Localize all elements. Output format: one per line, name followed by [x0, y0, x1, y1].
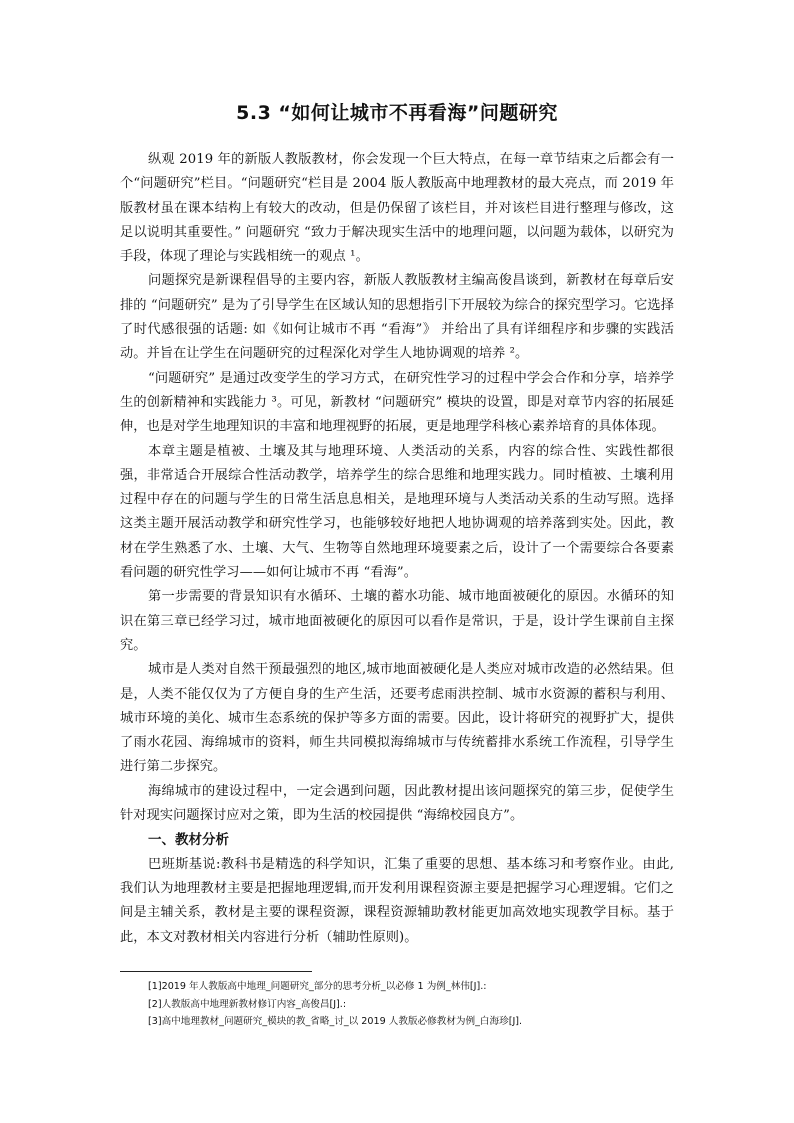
- paragraph-3: “问题研究” 是通过改变学生的学习方式，在研究性学习的过程中学会合作和分享，培养学生的创新精神和实践能力 ³。可见，新教材 “问题研究” 模块的设置，即是对章节内容的拓展延伸，也是对学生地理知识的丰富和地理视野的拓展，更是地理学科核心素养培育的具体体现。: [120, 370, 674, 435]
- footnote-1: [1]2019 年人教版高中地理_问题研究_部分的思考分析_以必修 1 为例_林伟[J].:: [148, 981, 487, 992]
- paragraph-7: 海绵城市的建设过程中，一定会遇到问题，因此教材提出该问题探究的第三步，促使学生针对现实问题探讨应对之策，即为生活的校园提供 “海绵校园良方”。: [120, 783, 674, 824]
- section-heading: 一、教材分析: [148, 832, 229, 849]
- footnotes: [148, 978, 688, 1031]
- footnote-3: [3]高中地理教材_问题研究_模块的教_省略_讨_以 2019 人教版必修教材为例_白海珍[J].: [148, 1016, 523, 1027]
- paragraph-2: 问题探究是新课程倡导的主要内容，新版人教版教材主编高俊昌谈到，新教材在每章后安排的 “问题研究” 是为了引导学生在区域认知的思想指引下开展较为综合的探究型学习。它选择了时代感很强的话题: 如《如何让城市不再 “看海”》 并给出了具有详细程序和步骤的实践活动。并旨在让学生在问题研究的过程深化对学生人地协调观的培养 ²。: [120, 273, 674, 362]
- footnote-divider: [120, 971, 312, 972]
- document-title: 5.3 “如何让城市不再看海”问题研究: [236, 102, 558, 124]
- paragraph-1: 纵观 2019 年的新版人教版教材，你会发现一个巨大特点，在每一章节结束之后都会有一个“问题研究”栏目。“问题研究“栏目是 2004 版人教版高中地理教材的最大亮点，而 2019 年版教材虽在课本结构上有较大的改动，但是仍保留了该栏目，并对该栏目进行整理与修改，这足以说明其重要性。” 问题研究 “致力于解决现实生活中的地理问题，以问题为载体，以研究为手段，体现了理论与实践相统一的观点 ¹。: [120, 152, 674, 265]
- paragraph-6: 城市是人类对自然干预最强烈的地区,城市地面被硬化是人类应对城市改造的必然结果。但是，人类不能仅仅为了方便自身的生产生活，还要考虑雨洪控制、城市水资源的蓄积与利用、城市环境的美化、城市生态系统的保护等多方面的需要。因此，设计将研究的视野扩大，提供了雨水花园、海绵城市的资料，师生共同模拟海绵城市与传统蓄排水系统工作流程，引导学生进行第二步探究。: [120, 662, 674, 775]
- footnote-2: [2]人教版高中地理新教材修订内容_高俊昌[J].:: [148, 998, 347, 1010]
- section-paragraph-1: 巴班斯基说:教科书是精选的科学知识，汇集了重要的思想、基本练习和考察作业。由此,我们认为地理教材主要是把握地理逻辑,而开发利用课程资源主要是把握学习心理逻辑。它们之间是主辅关系，教材是主要的课程资源，课程资源辅助教材能更加高效地实现教学目标。基于此，本文对教材相关内容进行分析（辅助性原则)。: [120, 856, 674, 945]
- document-body: [120, 148, 674, 950]
- paragraph-5: 第一步需要的背景知识有水循环、土壤的蓄水功能、城市地面被硬化的原因。水循环的知识在第三章已经学习过，城市地面被硬化的原因可以看作是常识，于是，设计学生课前自主探究。: [120, 589, 674, 653]
- paragraph-4: 本章主题是植被、土壤及其与地理环境、人类活动的关系，内容的综合性、实践性都很强，非常适合开展综合性活动教学，培养学生的综合思维和地理实践力。同时植被、土壤利用过程中存在的问题与学生的日常生活息息相关，是地理环境与人类活动关系的生动写照。选择这类主题开展活动教学和研究性学习，也能够较好地把人地协调观的培养落到实处。因此，教材在学生熟悉了水、土壤、大气、生物等自然地理环境要素之后，设计了一个需要综合各要素看问题的研究性学习——如何让城市不再 “看海”。: [120, 443, 674, 581]
